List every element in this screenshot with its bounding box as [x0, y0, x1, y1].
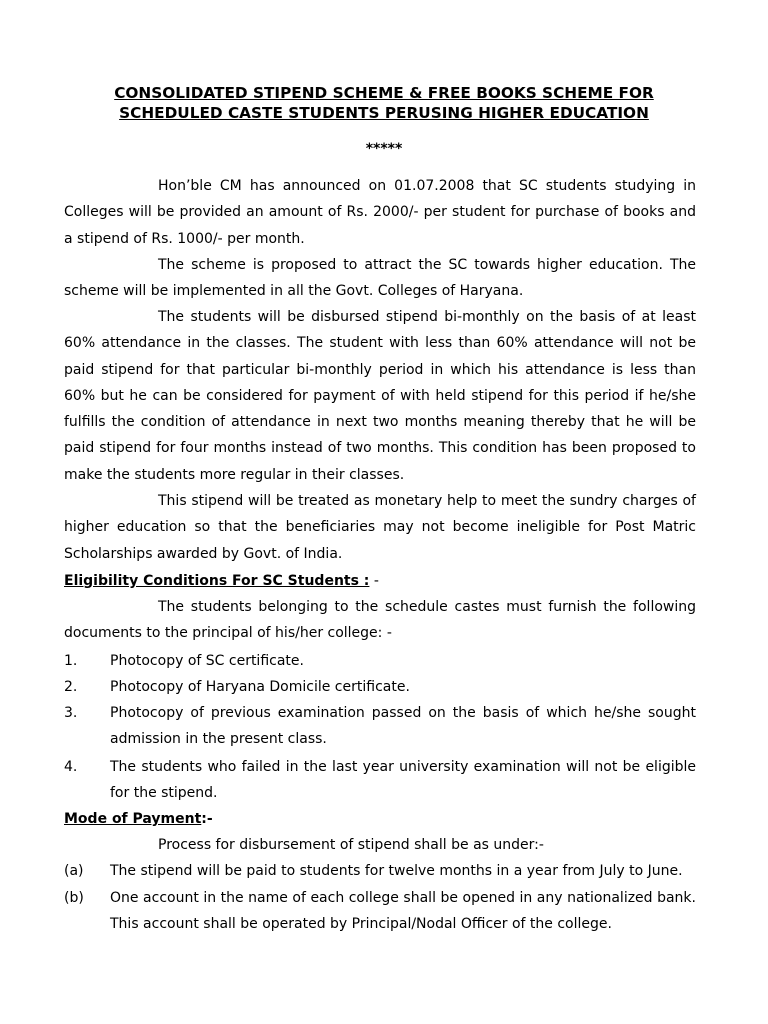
- eligibility-item-3: 3. Photocopy of previous examination passed on the basis of which he/she sought admission in the present class.: [64, 705, 696, 748]
- eligibility-item-1: 1. Photocopy of SC certificate.: [64, 653, 304, 669]
- payment-item-a: (a) The stipend will be paid to students for twelve months in a year from July to June.: [64, 863, 683, 879]
- eligibility-item-2: 2. Photocopy of Haryana Domicile certificate.: [64, 679, 410, 695]
- paragraph-attendance: The students will be disbursed stipend bi-monthly on the basis of at least 60% attendance in the classes. The student with less than 60% attendance will not be paid stipend for that particular bi-monthly period in which his attendance is less than 60% but he can be considered for payment of with held stipend for this period if he/she fulfills the condition of attendance in next two months meaning thereby that he will be paid stipend for four months instead of two months. This condition has been proposed to make the students more regular in their classes.: [64, 309, 696, 483]
- paragraph-monetary-help: This stipend will be treated as monetary help to meet the sundry charges of higher education so that the beneficiaries may not become ineligible for Post Matric Scholarships awarded by Govt. of India.: [64, 493, 696, 562]
- eligibility-item-4: 4. The students who failed in the last year university examination will not be eligible for the stipend.: [64, 759, 696, 802]
- paragraph-announcement: Hon’ble CM has announced on 01.07.2008 that SC students studying in Colleges will be provided an amount of Rs. 2000/- per student for purchase of books and a stipend of Rs. 1000/- per month.: [64, 178, 696, 247]
- document-title: [0, 83, 768, 123]
- payment-item-b: (b) One account in the name of each college shall be opened in any nationalized bank. This account shall be operated by Principal/Nodal Officer of the college.: [64, 890, 696, 933]
- eligibility-intro: The students belonging to the schedule castes must furnish the following documents to the principal of his/her college: -: [64, 599, 696, 642]
- paragraph-scheme-purpose: The scheme is proposed to attract the SC towards higher education. The scheme will be implemented in all the Govt. Colleges of Haryana.: [64, 257, 696, 300]
- title-line-2: SCHEDULED CASTE STUDENTS PERUSING HIGHER EDUCATION: [119, 104, 649, 122]
- payment-intro: Process for disbursement of stipend shall be as under:-: [158, 837, 544, 853]
- payment-heading: Mode of Payment:-: [64, 811, 213, 827]
- separator: *****: [365, 141, 403, 157]
- title-line-1: CONSOLIDATED STIPEND SCHEME & FREE BOOKS SCHEME FOR: [114, 84, 654, 102]
- eligibility-heading: Eligibility Conditions For SC Students : -: [64, 573, 379, 589]
